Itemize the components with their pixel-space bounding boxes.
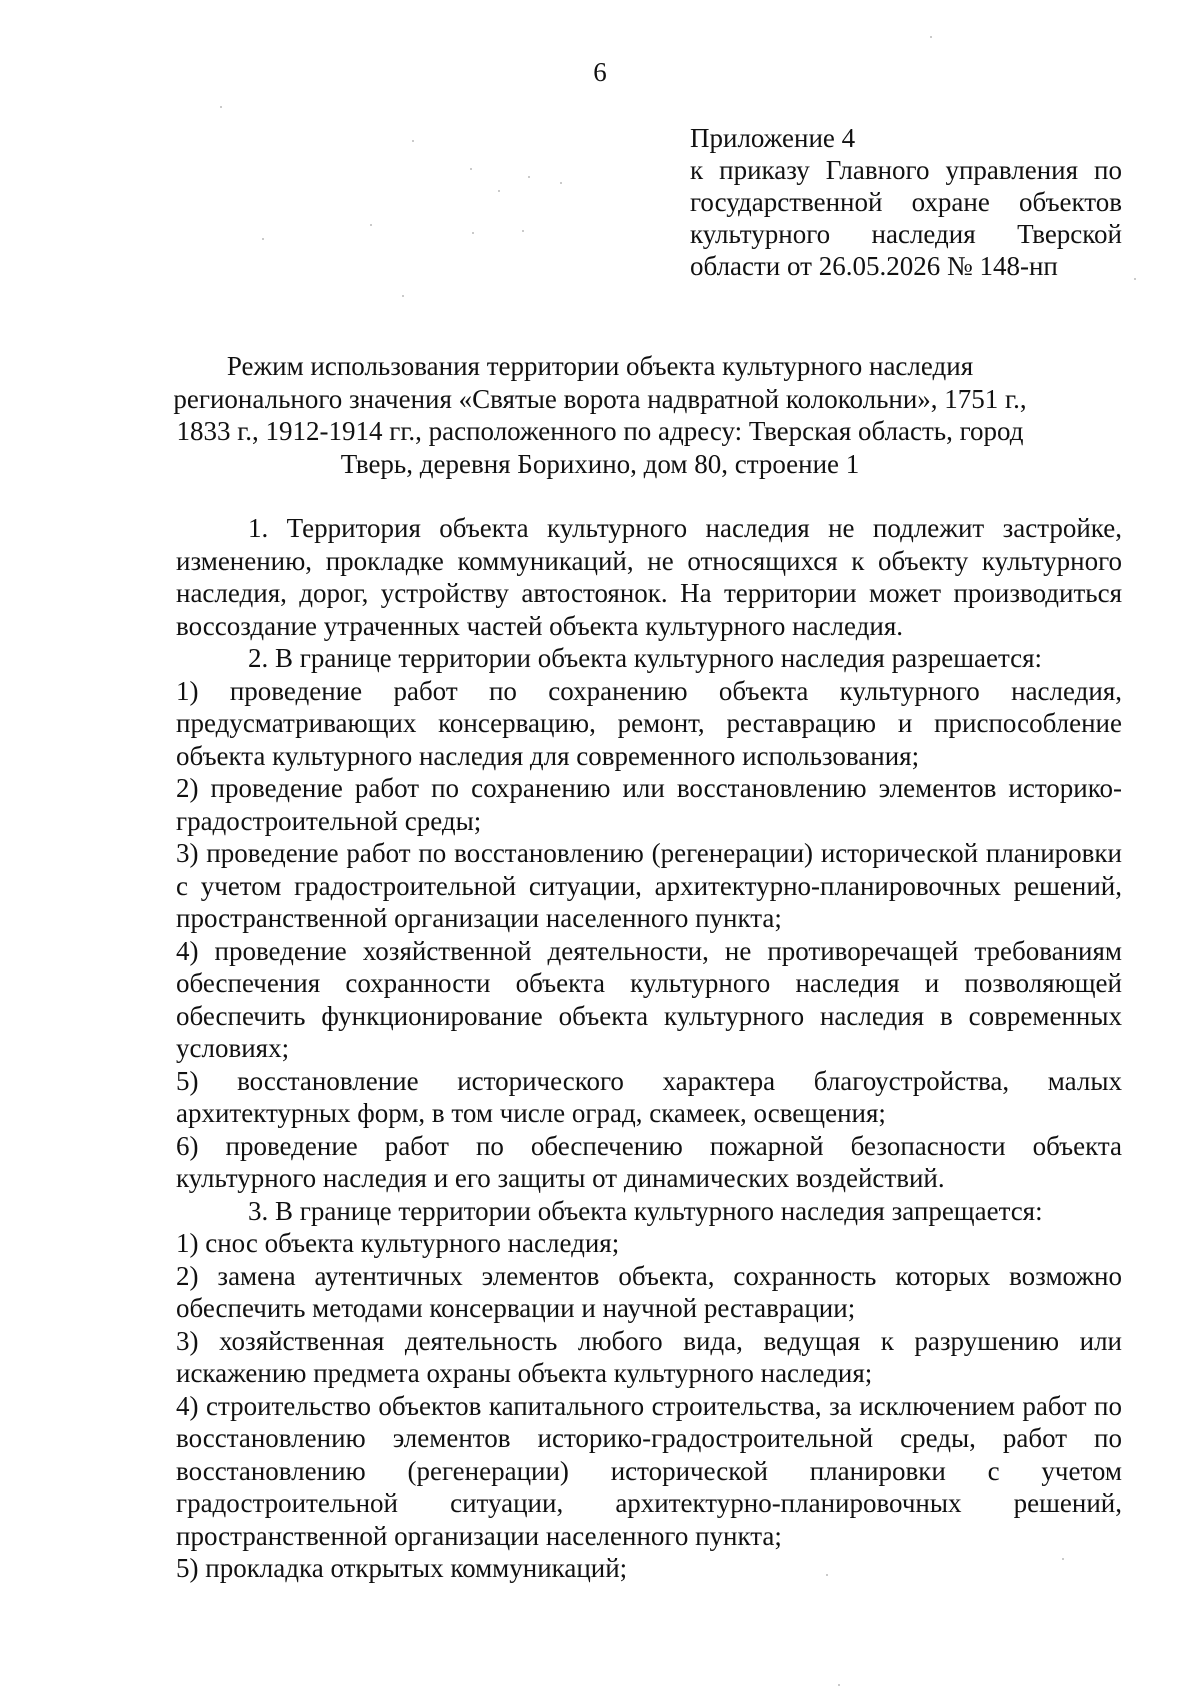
appendix-header — [690, 122, 1122, 282]
title-line: Режим использования территории объекта культурного наследия — [226, 351, 974, 381]
list-item: 3) хозяйственная деятельность любого вида, ведущая к разрушению или искажению предмета охраны объекта культурного наследия; — [176, 1325, 1122, 1388]
paragraph-2-heading: 2. В границе территории объекта культурного наследия разрешается: — [248, 643, 1043, 673]
appendix-line: государственной охране объектов — [690, 187, 1122, 217]
list-item: 5) восстановление исторического характера благоустройства, малых архитектурных форм, в том числе оград, скамеек, освещения; — [176, 1065, 1122, 1128]
scan-speck — [826, 1574, 828, 1576]
scan-speck — [402, 295, 404, 297]
list-item: 3) проведение работ по восстановлению (регенерации) исторической планировки с учетом градостроительной ситуации, архитектурно-планировочных решений, пространственной организации населенного пункта; — [176, 838, 1122, 933]
scan-speck — [262, 238, 264, 240]
paragraph-3-heading: 3. В границе территории объекта культурного наследия запрещается: — [248, 1195, 1043, 1226]
title-line: 1833 г., 1912-1914 гг., расположенного по адресу: Тверская область, город — [176, 416, 1024, 446]
scan-speck — [220, 106, 222, 108]
document-title — [150, 350, 1050, 480]
appendix-number: Приложение 4 — [690, 123, 856, 153]
scan-speck — [370, 224, 372, 226]
document-body — [176, 512, 1122, 1585]
scan-speck — [838, 1684, 840, 1686]
scan-speck — [1134, 278, 1136, 280]
list-item: 5) прокладка открытых коммуникаций; — [176, 1553, 628, 1583]
list-item: 4) строительство объектов капитального строительства, за исключением работ по восстановлению элементов историко-градостроительной среды, работ по восстановлению (регенерации) исторической планировки с учетом градостроительной ситуации, архитектурно-планировочных решений, пространственной организации населенного пункта; — [176, 1390, 1122, 1551]
appendix-order-date: области от 26.05.2026 № 148-нп — [690, 251, 1058, 281]
list-item: 1) проведение работ по сохранению объекта культурного наследия, предусматривающих консервацию, ремонт, реставрацию и приспособление объекта культурного наследия для современного использования; — [176, 675, 1122, 771]
list-item: 1) снос объекта культурного наследия; — [176, 1228, 620, 1258]
scan-speck — [930, 36, 932, 38]
list-item: 6) проведение работ по обеспечению пожарной безопасности объекта культурного наследия и его защиты от динамических воздействий. — [176, 1130, 1122, 1193]
scan-speck — [470, 168, 472, 170]
title-line: Тверь, деревня Борихино, дом 80, строение 1 — [340, 448, 860, 479]
paragraph-1: 1. Территория объекта культурного наследия не подлежит застройке, изменению, прокладке коммуникаций, не относящихся к объекту культурного наследия, дорог, устройству автостоянок. На территории может производиться воссоздание утраченных частей объекта культурного наследия. — [176, 513, 1122, 641]
appendix-line: к приказу Главного управления по — [690, 155, 1122, 185]
scan-speck — [522, 230, 524, 232]
scan-speck — [412, 140, 414, 142]
scan-speck — [560, 182, 562, 184]
scan-speck — [1062, 1558, 1064, 1560]
scan-speck — [498, 190, 500, 192]
scan-speck — [528, 176, 530, 178]
scan-speck — [472, 232, 474, 234]
title-line: регионального значения «Святые ворота надвратной колокольни», 1751 г., — [173, 383, 1027, 414]
list-item: 2) замена аутентичных элементов объекта, сохранность которых возможно обеспечить методами консервации и научной реставрации; — [176, 1260, 1122, 1323]
list-item: 2) проведение работ по сохранению или восстановлению элементов историко-градостроительной среды; — [176, 773, 1122, 836]
appendix-line: культурного наследия Тверской — [690, 219, 1122, 249]
page-number: 6 — [593, 57, 607, 87]
list-item: 4) проведение хозяйственной деятельности, не противоречащей требованиям обеспечения сохранности объекта культурного наследия и позволяющей обеспечить функционирование объекта культурного наследия в современных условиях; — [176, 935, 1122, 1063]
